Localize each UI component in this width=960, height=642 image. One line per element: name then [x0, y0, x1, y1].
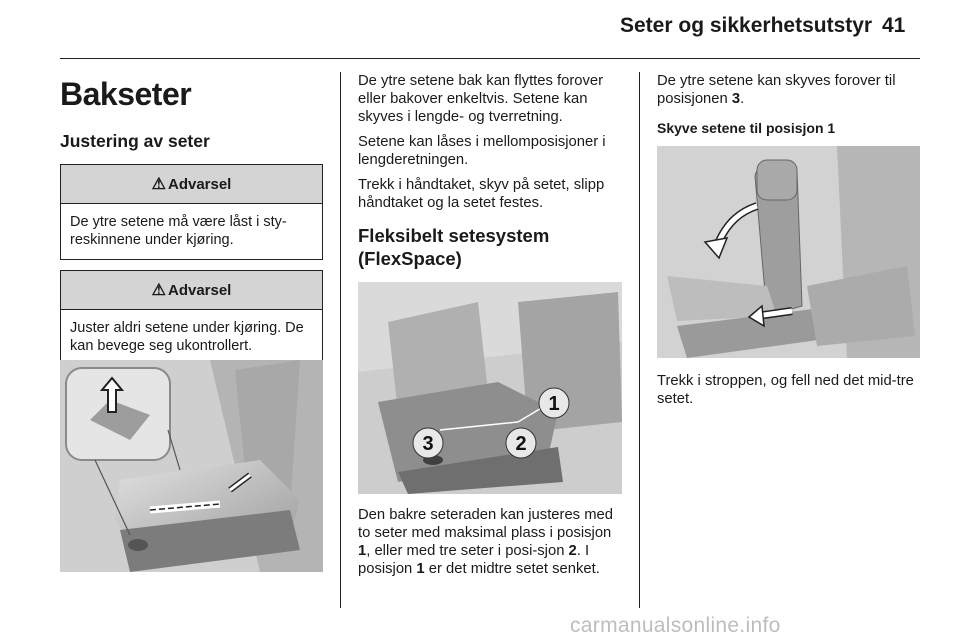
seat-adjustment-figure [60, 360, 323, 572]
fold-seat-figure [657, 146, 920, 358]
section-heading: Fleksibelt setesystem (FlexSpace) [358, 225, 550, 269]
column-3 [657, 72, 920, 408]
warning-triangle-icon: ⚠ [151, 176, 166, 193]
warning-header [61, 271, 322, 310]
column-1 [60, 72, 323, 366]
figure-label-1: 1 [548, 393, 560, 415]
warning-text: De ytre setene må være låst i sty-reskinnene under kjøring. [70, 214, 287, 248]
warning-title: Advarsel [167, 281, 232, 299]
page-number: 41 [882, 14, 906, 37]
warning-box-1 [60, 164, 323, 260]
running-header-title: Seter og sikkerhetsutstyr [620, 14, 873, 37]
column-divider-1 [340, 72, 341, 608]
warning-header [61, 165, 322, 204]
subsection-heading: Justering av seter [60, 131, 210, 151]
figure-label-3: 3 [422, 433, 434, 455]
warning-triangle-icon: ⚠ [151, 282, 166, 299]
paragraph: Trekk i stroppen, og fell ned det mid-tre setet. [657, 373, 914, 407]
section-heading: Bakseter [60, 76, 192, 112]
warning-text: Juster aldri setene under kjøring. De kan bevege seg ukontrollert. [70, 320, 304, 354]
paragraph: Setene kan låses i mellomposisjoner i lengderetningen. [358, 134, 606, 168]
paragraph: De ytre setene bak kan flyttes forover eller bakover enkeltvis. Setene kan skyves i lengde- og tverretning. [358, 73, 604, 125]
paragraph: De ytre setene kan skyves forover til posisjonen 3. [657, 73, 896, 107]
column-divider-2 [639, 72, 640, 608]
column-2 [358, 72, 624, 578]
subsection-heading: Skyve setene til posisjon 1 [657, 120, 836, 136]
figure-label-2: 2 [515, 433, 527, 455]
warning-box-2 [60, 270, 323, 366]
paragraph: Den bakre seteraden kan justeres med to seter med maksimal plass i posisjon 1, eller med tre seter i posi-sjon 2. I posisjon 1 er det midtre setet senket. [358, 507, 613, 577]
paragraph: Trekk i håndtaket, skyv på setet, slipp håndtaket og la setet festes. [358, 177, 605, 211]
warning-title: Advarsel [167, 175, 232, 193]
header-rule [60, 58, 920, 59]
watermark: carmanualsonline.info [570, 614, 781, 637]
flexspace-figure [358, 282, 622, 494]
